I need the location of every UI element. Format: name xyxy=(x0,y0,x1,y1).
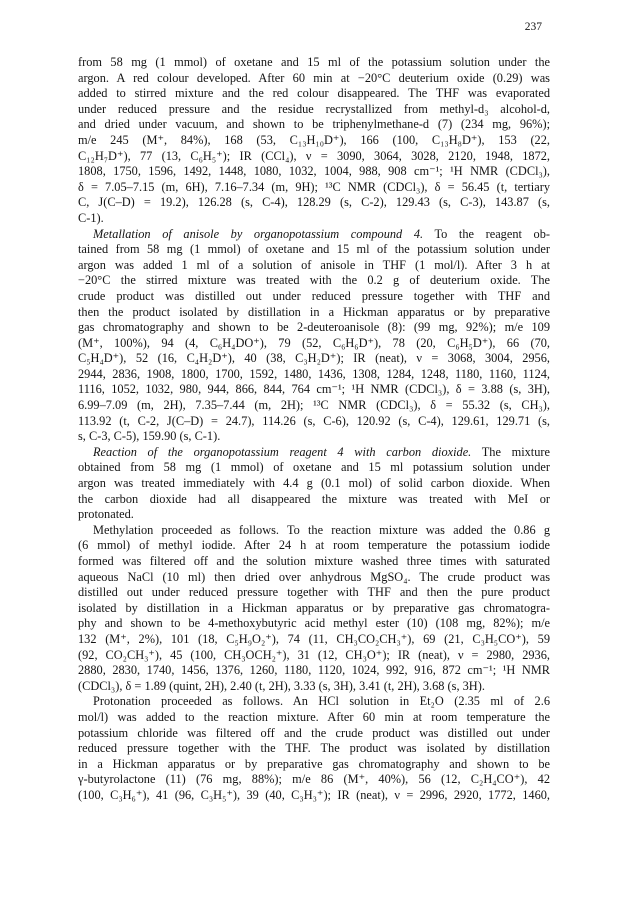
text-line: 6.99–7.09 (m, 2H), 7.35–7.44 (m, 2H); ¹³C NMR (CDCl₃), δ = 55.32 (s, CH₃), xyxy=(78,398,550,413)
text-line: and dried under vacuum, and shown to be triphenylmethane-d (7) (234 mg, 96%); xyxy=(78,117,550,132)
text-line: formed was filtered off and the solution mixture washed three times with saturated xyxy=(78,554,550,568)
text-line: C₅H₄D⁺), 52 (16, C₄H₂D⁺), 40 (38, C₃H₂D⁺); IR (neat), ν = 3068, 3004, 2956, xyxy=(78,351,550,366)
text-line: in a Hickman apparatus or by preparative gas chromatography and shown to be xyxy=(78,756,550,771)
text-line: Protonation proceeded as follows. An HCl solution in Et₂O (2.35 ml of 2.6 xyxy=(93,694,550,709)
text-line: phy and shown to be 4-methoxybutyric acid methyl ester (10) (108 mg, 82%); m/e xyxy=(78,616,550,631)
text-line: protonated. xyxy=(78,507,134,522)
text-line: potassium chloride was filtered off and the crude product was distilled out under xyxy=(78,725,550,740)
text-line: 113.92 (t, C-2, J(C–D) = 24.7), 114.26 (s, C-6), 120.92 (s, C-4), 129.61, 129.71 (s, xyxy=(78,413,550,428)
text-line: mol/l) was added to the reaction mixture. After 60 min at room temperature the xyxy=(78,709,550,724)
page-number: 237 xyxy=(524,21,542,33)
text-line xyxy=(78,445,550,461)
text-line: m/e 245 (M⁺, 84%), 168 (53, C₁₃H₁₀D⁺), 166 (100, C₁₃H₈D⁺), 153 (22, xyxy=(78,132,550,147)
text-line: −20°C the stirred mixture was treated with the 0.2 g of deuterium oxide. The xyxy=(78,273,550,288)
text-line: C, J(C–D) = 19.2), 126.28 (s, C-4), 128.29 (s, C-2), 129.43 (s, C-3), 143.87 (s, xyxy=(78,195,550,210)
text-line: crude product was distilled out under reduced pressure together with THF and xyxy=(78,288,550,303)
section-heading: Reaction of the organopotassium reagent 4 with carbon dioxide. xyxy=(93,444,472,459)
text-line: isolated by distillation in a Hickman apparatus or by preparative gas chromatogra- xyxy=(78,600,550,615)
section-heading: Metallation of anisole by organopotassium compound 4. xyxy=(93,226,424,241)
line-text: The mixture xyxy=(471,444,550,459)
text-line: then the product isolated by distillation in a Hickman apparatus or by preparative xyxy=(78,304,550,319)
paragraph-p2 xyxy=(78,227,550,445)
text-line: argon was treated immediately with 4.4 g (0.1 mol) of solid carbon dioxide. When xyxy=(78,476,550,491)
text-line: distilled out under reduced pressure together with THF and then the pure product xyxy=(78,585,550,600)
text-line: Methylation proceeded as follows. To the reaction mixture was added the 0.86 g xyxy=(93,522,550,537)
text-line: δ = 7.05–7.15 (m, 6H), 7.16–7.34 (m, 9H); ¹³C NMR (CDCl₃), δ = 56.45 (t, tertiary xyxy=(78,179,550,194)
text-line: C₁₂H₇D⁺), 77 (13, C₆H₅⁺); IR (CCl₄), ν = 3090, 3064, 3028, 2120, 1948, 1872, xyxy=(78,148,550,163)
body-text xyxy=(78,55,550,804)
text-line: under reduced pressure and the residue recrystallized from methyl-d₃ alcohol-d, xyxy=(78,101,550,116)
text-line: 1116, 1052, 1032, 980, 944, 866, 844, 764 cm⁻¹; ¹H NMR (CDCl₃), δ = 3.88 (s, 3H), xyxy=(78,382,550,397)
text-line: (100, C₃H₆⁺), 41 (96, C₃H₅⁺), 39 (40, C₃H₃⁺); IR (neat), ν = 2996, 2920, 1772, 1460, xyxy=(78,787,550,802)
text-line: 2944, 2836, 1908, 1800, 1700, 1592, 1480, 1436, 1308, 1284, 1248, 1180, 1160, 1124, xyxy=(78,366,550,381)
line-text: To the reagent ob- xyxy=(423,226,550,241)
text-line: argon was added 1 ml of a solution of anisole in THF (1 mol/l). After 3 h at xyxy=(78,257,550,272)
paragraph-p3 xyxy=(78,445,550,523)
text-line: gas chromatography and shown to be 2-deuteroanisole (8): (99 mg, 92%); m/e 109 xyxy=(78,320,550,335)
text-line: tained from 58 mg (1 mmol) of oxetane and 15 ml of the potassium solution under xyxy=(78,242,550,257)
text-line: obtained from 58 mg (1 mmol) of oxetane and 15 ml potassium solution under xyxy=(78,460,550,475)
text-line: argon. A red colour developed. After 60 min at −20°C deuterium oxide (0.29) was xyxy=(78,70,550,85)
paragraph-p4 xyxy=(78,523,550,695)
text-line: aqueous NaCl (10 ml) then dried over anhydrous MgSO₄. The crude product was xyxy=(78,569,550,584)
paragraph-p5 xyxy=(78,694,550,803)
text-line xyxy=(78,227,550,243)
text-line: s, C-3, C-5), 159.90 (s, C-1). xyxy=(78,429,221,444)
text-line: (CDCl₃), δ = 1.89 (quint, 2H), 2.40 (t, 2H), 3.33 (s, 3H), 3.41 (t, 2H), 3.68 (s, 3H). xyxy=(78,678,485,693)
text-line: reduced pressure together with the THF. The product was isolated by distillation xyxy=(78,741,550,756)
text-line: (M⁺, 100%), 94 (4, C₆H₄DO⁺), 79 (52, C₆H₆D⁺), 78 (20, C₆H₅D⁺), 66 (70, xyxy=(78,335,550,350)
text-line: C-1). xyxy=(78,210,104,225)
text-line: 1808, 1750, 1596, 1492, 1448, 1080, 1032, 1004, 988, 908 cm⁻¹; ¹H NMR (CDCl₃), xyxy=(78,164,550,179)
paragraph-p1 xyxy=(78,55,550,227)
text-line: γ-butyrolactone (11) (76 mg, 88%); m/e 86 (M⁺, 40%), 56 (12, C₂H₄CO⁺), 42 xyxy=(78,772,550,787)
text-line: 132 (M⁺, 2%), 101 (18, C₅H₉O₂⁺), 74 (11, CH₃CO₂CH₃⁺), 69 (21, C₃H₅CO⁺), 59 xyxy=(78,631,550,646)
text-line: (92, CO₂CH₃⁺), 45 (100, CH₃OCH₂⁺), 31 (12, CH₃O⁺); IR (neat), ν = 2980, 2936, xyxy=(78,647,550,662)
text-line: the carbon dioxide had all disappeared the mixture was treated with MeI or xyxy=(78,491,550,506)
text-line: added to stirred mixture and the red colour disappeared. The THF was evaporated xyxy=(78,86,550,101)
text-line: 2880, 2830, 1740, 1456, 1376, 1260, 1180, 1120, 1024, 992, 916, 872 cm⁻¹; ¹H NMR xyxy=(78,663,550,678)
text-line: from 58 mg (1 mmol) of oxetane and 15 ml of the potassium solution under the xyxy=(78,55,550,69)
text-line: (6 mmol) of methyl iodide. After 24 h at room temperature the potassium iodide xyxy=(78,538,550,553)
